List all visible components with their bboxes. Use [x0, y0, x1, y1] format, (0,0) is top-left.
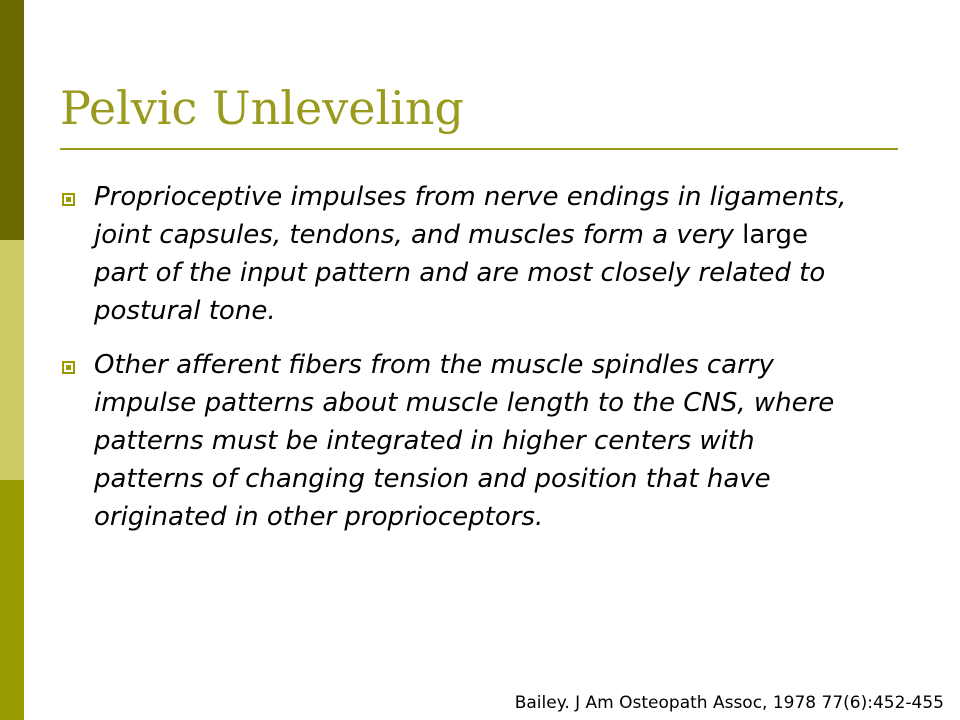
bullet-text-1c: part of the input pattern and are most closely related to postural tone.	[94, 258, 826, 326]
bullet-item-1	[60, 178, 860, 330]
bullet-text-2: Other afferent fibers from the muscle spindles carry impulse patterns about muscle length to the CNS, where patterns must be integrated in higher centers with patterns of changing tension and position that have originated in other proprioceptors.	[94, 350, 835, 532]
bullet-list	[60, 178, 860, 552]
bullet-text-1a: Proprioceptive impulses from nerve endings in ligaments, joint capsules, tendons, and muscles form a very	[94, 182, 847, 250]
slide-title: Pelvic Unleveling	[60, 81, 464, 135]
citation: Bailey. J Am Osteopath Assoc, 1978 77(6):452-455	[514, 693, 944, 713]
sidebar-band-top	[0, 0, 24, 240]
bullet-item-2	[60, 346, 860, 536]
square-bullet-icon	[62, 361, 75, 374]
bullet-text-1b: large	[742, 220, 808, 250]
sidebar-band-middle	[0, 240, 24, 480]
sidebar-band-bottom	[0, 480, 24, 720]
title-underline	[60, 148, 898, 150]
square-bullet-icon	[62, 193, 75, 206]
